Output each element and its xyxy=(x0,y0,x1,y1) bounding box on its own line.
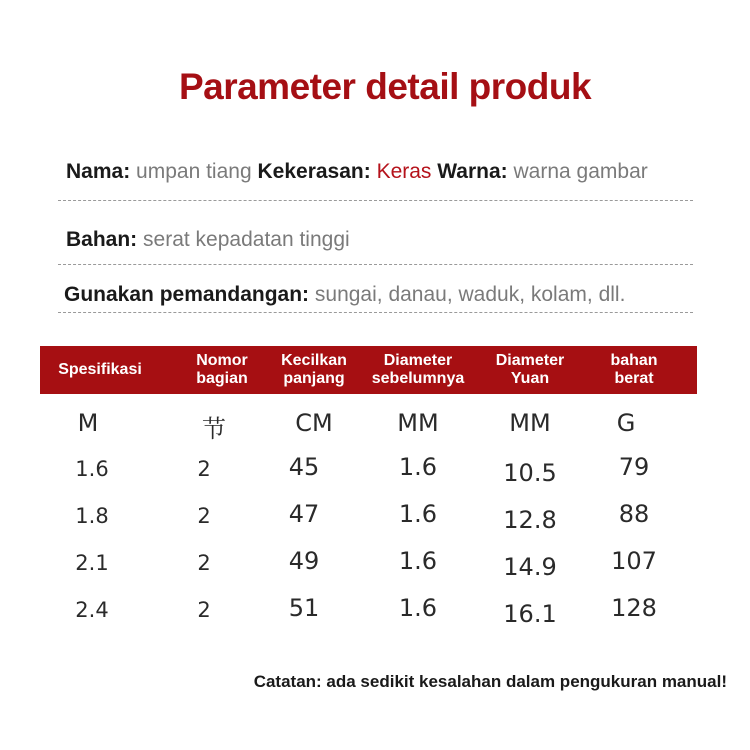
column-header-line: panjang xyxy=(283,370,345,387)
column-header-line: bagian xyxy=(196,370,248,387)
column-header xyxy=(363,352,473,388)
table-cell: 47 xyxy=(288,500,320,528)
unit-cell: MM xyxy=(509,409,551,437)
warna-label: Warna: xyxy=(437,160,508,183)
nama-label: Nama: xyxy=(66,160,131,183)
column-header xyxy=(475,352,585,388)
table-cell: 1.6 xyxy=(398,453,438,481)
table-cell: 88 xyxy=(618,500,650,528)
column-header xyxy=(45,361,155,379)
bahan-label: Bahan: xyxy=(66,228,138,251)
table-cell: 128 xyxy=(611,594,657,622)
unit-cell: 节 xyxy=(202,415,226,443)
info-row-usage xyxy=(64,283,625,307)
table-cell: 2 xyxy=(197,457,211,481)
unit-cell: MM xyxy=(397,409,439,437)
table-cell: 12.8 xyxy=(503,506,557,534)
info-row-name xyxy=(66,160,648,184)
table-cell: 79 xyxy=(618,453,650,481)
table-cell: 45 xyxy=(288,453,320,481)
info-row-material xyxy=(66,228,350,252)
kekerasan-label: Kekerasan: xyxy=(257,160,371,183)
table-cell: 107 xyxy=(611,547,657,575)
warna-value: warna gambar xyxy=(513,160,648,183)
table-cell: 1.6 xyxy=(398,594,438,622)
table-cell: 2 xyxy=(197,504,211,528)
table-header xyxy=(40,346,697,394)
table-cell: 14.9 xyxy=(503,553,557,581)
table-cell: 2.4 xyxy=(75,598,109,622)
column-header-line: sebelumnya xyxy=(371,370,465,387)
measurement-note: Catatan: ada sedikit kesalahan dalam pengukuran manual! xyxy=(253,672,727,691)
column-header xyxy=(259,352,369,388)
column-header-line: Diameter xyxy=(383,352,453,369)
table-cell: 1.6 xyxy=(398,547,438,575)
column-header-line: Kecilkan xyxy=(281,352,347,369)
table-cell: 51 xyxy=(288,594,320,622)
divider xyxy=(58,264,693,265)
gunakan-label: Gunakan pemandangan: xyxy=(64,283,310,306)
table-cell: 10.5 xyxy=(503,459,557,487)
bahan-value: serat kepadatan tinggi xyxy=(143,228,350,251)
column-header-line: Yuan xyxy=(510,370,550,387)
column-header xyxy=(579,352,689,388)
column-header-line: berat xyxy=(614,370,654,387)
unit-cell: CM xyxy=(295,409,333,437)
unit-cell: G xyxy=(616,409,636,437)
table-cell: 1.6 xyxy=(75,457,109,481)
column-header-line: Nomor xyxy=(196,352,248,369)
table-cell: 16.1 xyxy=(503,600,557,628)
table-cell: 2.1 xyxy=(75,551,109,575)
table-cell: 49 xyxy=(288,547,320,575)
page-title: Parameter detail produk xyxy=(178,66,592,107)
unit-cell: M xyxy=(77,409,99,437)
nama-value: umpan tiang xyxy=(136,160,252,183)
kekerasan-value: Keras xyxy=(376,160,432,183)
column-header-line: Diameter xyxy=(495,352,565,369)
gunakan-value: sungai, danau, waduk, kolam, dll. xyxy=(314,283,626,306)
table-cell: 2 xyxy=(197,598,211,622)
table-cell: 1.8 xyxy=(75,504,109,528)
divider xyxy=(58,200,693,201)
column-header-line: Spesifikasi xyxy=(58,361,142,378)
table-cell: 1.6 xyxy=(398,500,438,528)
divider xyxy=(58,312,693,313)
column-header-line: bahan xyxy=(610,352,658,369)
table-cell: 2 xyxy=(197,551,211,575)
